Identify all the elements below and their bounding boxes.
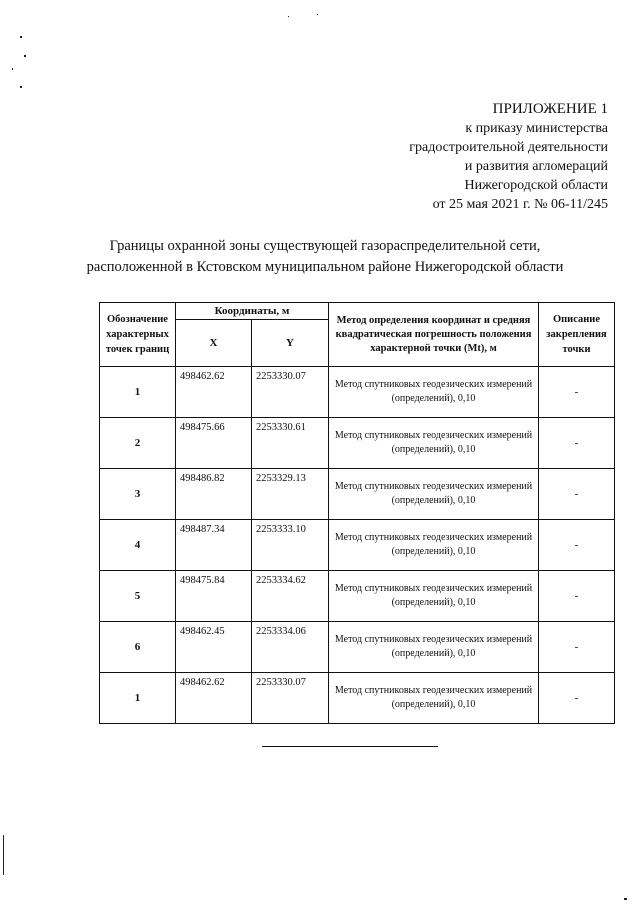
coord-x: 498475.66 [176,418,252,469]
end-of-document-line [262,746,438,747]
header-x: X [176,320,252,367]
table-row [100,571,615,622]
fixation-description: - [539,469,615,520]
coord-y: 2253329.13 [252,469,329,520]
coord-x: 498487.34 [176,520,252,571]
scan-speck [624,898,627,900]
scan-speck [20,86,22,88]
scan-edge-line [3,835,4,875]
method-text: Метод спутниковых геодезических измерений (определений), 0,10 [329,571,539,622]
coord-y: 2253334.62 [252,571,329,622]
scan-speck [20,36,22,38]
header-line: градостроительной деятельности [409,140,608,155]
table-row [100,520,615,571]
scan-speck [12,68,13,70]
fixation-description: - [539,622,615,673]
header-coordinates: Координаты, м [176,303,329,320]
header-line: и развития агломераций [464,159,608,174]
header-method: Метод определения координат и средняя квадратическая погрешность положения характерной точки (Mt), м [329,303,539,367]
point-number: 1 [100,367,176,418]
boundary-points-table [99,302,615,724]
method-text: Метод спутниковых геодезических измерений (определений), 0,10 [329,418,539,469]
document-title [60,236,590,278]
scan-speck [317,14,318,15]
point-number: 5 [100,571,176,622]
fixation-description: - [539,673,615,724]
appendix-title: ПРИЛОЖЕНИЕ 1 [492,101,608,117]
coord-y: 2253334.06 [252,622,329,673]
order-date-number: от 25 мая 2021 г. № 06-11/245 [432,197,608,212]
point-number: 3 [100,469,176,520]
method-text: Метод спутниковых геодезических измерений (определений), 0,10 [329,367,539,418]
table-row [100,418,615,469]
scan-speck [288,16,289,17]
coord-x: 498462.62 [176,367,252,418]
coord-x: 498475.84 [176,571,252,622]
method-text: Метод спутниковых геодезических измерений (определений), 0,10 [329,622,539,673]
header-line: к приказу министерства [465,121,608,136]
coord-y: 2253330.61 [252,418,329,469]
method-text: Метод спутниковых геодезических измерений (определений), 0,10 [329,673,539,724]
fixation-description: - [539,520,615,571]
header-description: Описание закрепления точки [539,303,615,367]
coord-y: 2253330.07 [252,673,329,724]
method-text: Метод спутниковых геодезических измерений (определений), 0,10 [329,520,539,571]
title-line: Границы охранной зоны существующей газораспределительной сети, [109,238,541,254]
table-row [100,622,615,673]
point-number: 4 [100,520,176,571]
point-number: 1 [100,673,176,724]
coord-y: 2253333.10 [252,520,329,571]
fixation-description: - [539,571,615,622]
approval-header [348,100,608,214]
title-line: расположенной в Кстовском муниципальном районе Нижегородской области [86,259,564,275]
fixation-description: - [539,418,615,469]
table-row [100,367,615,418]
header-point-designation: Обозначение характерных точек границ [100,303,176,367]
coord-x: 498462.45 [176,622,252,673]
header-y: Y [252,320,329,367]
header-line: Нижегородской области [464,178,608,193]
method-text: Метод спутниковых геодезических измерений (определений), 0,10 [329,469,539,520]
coord-y: 2253330.07 [252,367,329,418]
coord-x: 498486.82 [176,469,252,520]
fixation-description: - [539,367,615,418]
scan-speck [24,55,26,57]
table-row [100,469,615,520]
point-number: 2 [100,418,176,469]
point-number: 6 [100,622,176,673]
table-row [100,673,615,724]
coord-x: 498462.62 [176,673,252,724]
